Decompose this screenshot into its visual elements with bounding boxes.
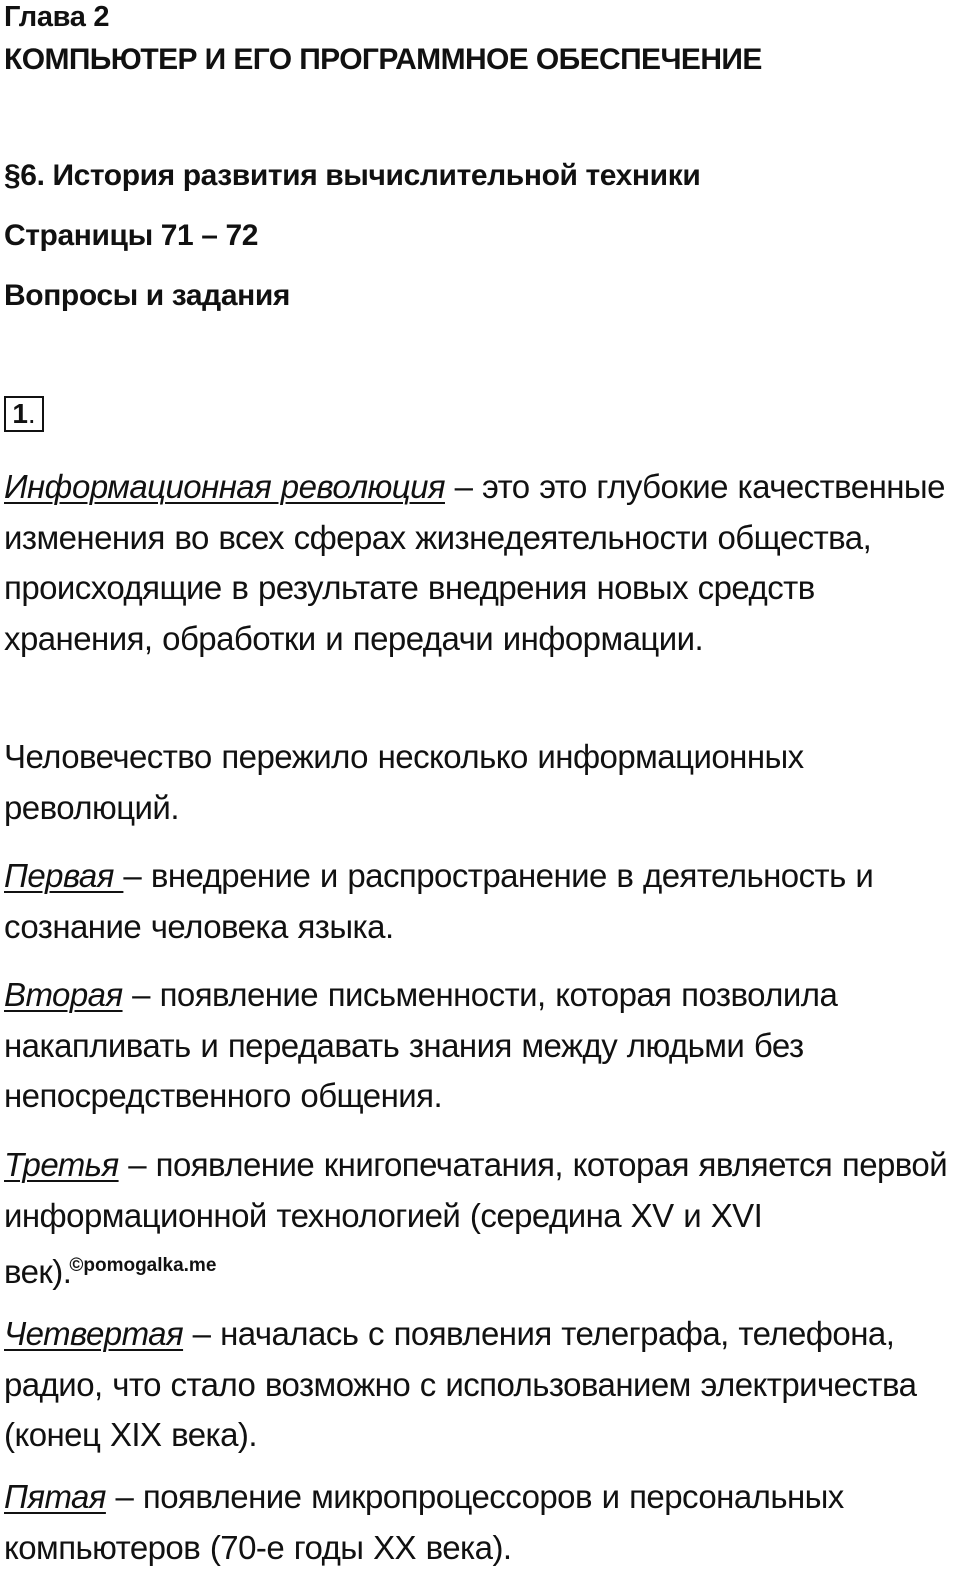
- first-text: – внедрение и распространение в деятельность и сознание человека языка.: [4, 857, 874, 945]
- intro-text: Человечество пережило несколько информационных революций.: [4, 738, 804, 826]
- fourth-term: Четвертая: [4, 1315, 184, 1352]
- definition-text: – это это глубокие качественные изменения во всех сферах жизнедеятельности общества, происходящие в результате внедрения новых средств хранения, обработки и передачи информации.: [4, 468, 945, 657]
- fifth-text: – появление микропроцессоров и персональных компьютеров (70-е годы XX века).: [4, 1478, 844, 1566]
- section-title: §6. История развития вычислительной техники: [4, 159, 701, 192]
- fourth-text: – началась с появления телеграфа, телефона, радио, что стало возможно с использованием электричества (конец XIX века).: [4, 1315, 917, 1453]
- third-text: – появление книгопечатания, которая является первой информационной технологией (середина XV и XVI век).: [4, 1146, 948, 1290]
- second-text: – появление письменности, которая позволила накапливать и передавать знания между людьми без непосредственного общения.: [4, 976, 838, 1114]
- third-term: Третья: [4, 1146, 119, 1183]
- second-revolution-paragraph: [4, 970, 960, 1122]
- third-revolution-paragraph: [4, 1140, 960, 1298]
- task-number-box: [4, 396, 44, 432]
- fifth-revolution-paragraph: [4, 1472, 960, 1573]
- definition-paragraph: [4, 462, 960, 664]
- chapter-label: Глава 2: [4, 1, 110, 33]
- fifth-term: Пятая: [4, 1478, 106, 1515]
- task-number: 1: [12, 398, 28, 429]
- task-number-dot: .: [27, 398, 36, 429]
- definition-term: Информационная революция: [4, 468, 445, 505]
- first-revolution-paragraph: [4, 851, 960, 952]
- watermark: ©pomogalka.me: [69, 1255, 217, 1276]
- fourth-revolution-paragraph: [4, 1309, 960, 1461]
- first-term: Первая: [4, 857, 124, 894]
- chapter-title: КОМПЬЮТЕР И ЕГО ПРОГРАММНОЕ ОБЕСПЕЧЕНИЕ: [4, 43, 762, 76]
- second-term: Вторая: [4, 976, 123, 1013]
- section-subtitle: Вопросы и задания: [4, 279, 290, 312]
- intro-paragraph: [4, 732, 960, 833]
- page-range: Страницы 71 – 72: [4, 219, 259, 252]
